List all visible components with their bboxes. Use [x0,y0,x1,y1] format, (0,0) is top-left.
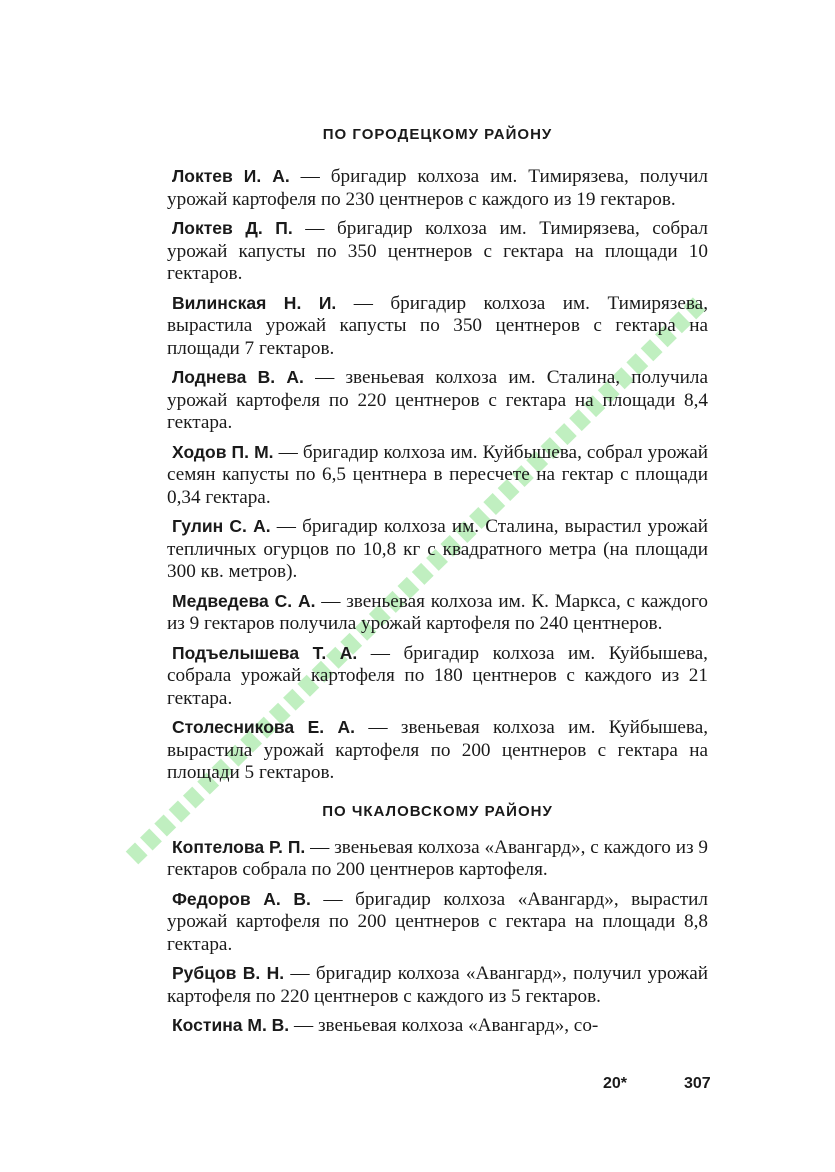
entry-text: — бригадир колхоза им. Куйбышева, собрал урожай семян капусты по 6,5 центнера в пересчете на гектар с площади 0,34 гектара. [167,441,709,508]
section-heading-chkalovsk: ПО ЧКАЛОВСКОМУ РАЙОНУ [322,802,553,820]
entry-loktev-dp [167,217,708,286]
entry-gulin [167,515,708,584]
entry-name: Федоров А. В. [172,888,311,909]
entry-text: — бригадир колхоза им. Тимирязева, получил урожай картофеля по 230 центнеров с каждого из 19 гектаров. [167,166,709,210]
entry-stolesnikova [167,716,708,785]
entry-khodov [167,441,708,510]
signature-mark: 20* [603,1075,628,1092]
entry-text: — бригадир колхоза им. Сталина, вырастил урожай тепличных огурцов по 10,8 кг с квадратного метра (на площади 300 кв. метров). [167,516,708,582]
entry-text: — звеньевая колхоза им. К. Маркса, с каждого из 9 гектаров получила урожай картофеля по 240 центнеров. [167,590,708,634]
entry-text: — звеньевая колхоза «Авангард», с каждого из 9 гектаров собрала по 200 центнеров картофеля. [167,836,708,880]
entry-name: Локтев И. А. [172,166,290,186]
entry-text: — бригадир колхоза им. Куйбышева, собрала урожай картофеля по 180 центнеров с каждого из 21 гектара. [167,642,708,709]
entry-fedorov [167,888,708,957]
entry-name: Медведева С. А. [172,590,316,611]
entry-text: — бригадир колхоза им. Тимирязева, вырастила урожай капусты по 350 центнеров с гектара на площади 7 гектаров. [167,292,708,359]
entry-vilinskaya [167,292,708,361]
entry-name: Рубцов В. Н. [172,963,285,983]
entry-text: — бригадир колхоза «Авангард», получил урожай картофеля по 220 центнеров с каждого из 5 гектаров. [167,963,708,1007]
entry-name: Ходов П. М. [172,441,274,462]
entry-name: Гулин С. А. [172,516,271,536]
entry-medvedeva [167,590,708,636]
entry-koptelova [167,836,708,882]
entry-name: Локтев Д. П. [172,218,293,238]
text-column [167,126,708,1044]
entry-name: Вилинская Н. И. [172,292,337,313]
entry-text: — бригадир колхоза «Авангард», вырастил урожай картофеля по 200 центнеров с гектара на площади 8,8 гектара. [167,888,708,955]
entry-name: Коптелова Р. П. [172,836,306,857]
entry-kostina [167,1014,708,1038]
entry-text: — звеньевая колхоза им. Сталина, получила урожай картофеля по 220 центнеров с гектара на площади 8,4 гектара. [167,367,708,433]
entry-podyelysheva [167,642,708,711]
entry-name: Лоднева В. А. [172,367,304,387]
entry-text: — звеньевая колхоза им. Куйбышева, вырастила урожай картофеля по 200 центнеров с гектара на площади 5 гектаров. [167,717,709,783]
entry-text: — бригадир колхоза им. Тимирязева, собрал урожай капусты по 350 центнеров с гектара на площади 10 гектаров. [167,218,708,284]
entry-loktev-ia [167,165,708,211]
entry-name: Столесникова Е. А. [172,717,356,737]
entry-rubtsov [167,962,708,1008]
entry-text: — звеньевая колхоза «Авангард», со- [293,1015,599,1036]
page-number: 307 [684,1075,711,1092]
section-heading-gorodets: ПО ГОРОДЕЦКОМУ РАЙОНУ [322,126,553,143]
entry-name: Костина М. В. [172,1015,290,1035]
entry-name: Подъелышева Т. А. [172,642,358,663]
entry-lodneva [167,366,708,435]
